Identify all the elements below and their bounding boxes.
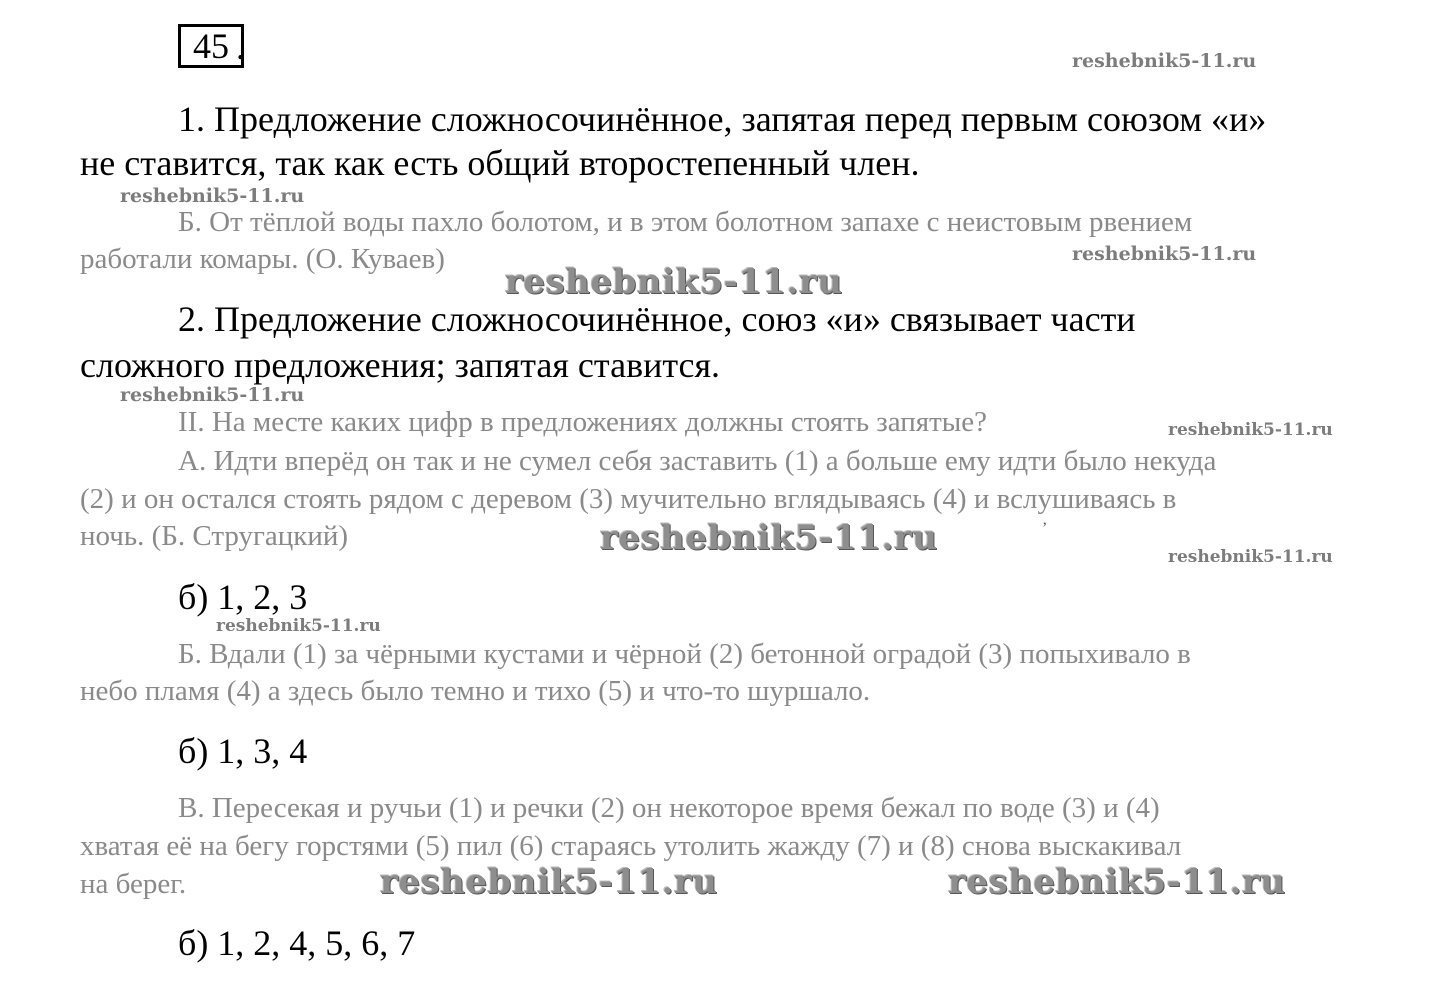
example-a-line2: (2) и он остался стоять рядом с деревом (3) мучительно вглядываясь (4) и вслушиваясь в bbox=[80, 483, 1177, 515]
example-b1-line2: работали комары. (О. Куваев) bbox=[80, 243, 445, 275]
watermark: reshebnik5-11.ru bbox=[120, 384, 305, 406]
watermark: reshebnik5-11.ru bbox=[505, 262, 843, 302]
example-v-line2: хватая её на бегу горстями (5) пил (6) стараясь утолить жажду (7) и (8) снова выскакивал bbox=[80, 830, 1182, 862]
example-b1-line1: Б. От тёплой воды пахло болотом, и в этом болотном запахе с неистовым рвением bbox=[178, 206, 1193, 238]
example-b2-line2: небо пламя (4) а здесь было темно и тихо (5) и что-то шуршало. bbox=[80, 675, 871, 707]
answer1-line2: не ставится, так как есть общий второстепенный член. bbox=[80, 143, 920, 183]
task-number-dot: . bbox=[236, 27, 245, 67]
watermark: reshebnik5-11.ru bbox=[380, 862, 718, 902]
example-v-line3: на берег. bbox=[80, 868, 187, 900]
answer2-line2: сложного предложения; запятая ставится. bbox=[80, 345, 721, 385]
answer-b: б) 1, 3, 4 bbox=[178, 731, 308, 771]
task-number-box bbox=[178, 24, 244, 68]
example-a-line3: ночь. (Б. Стругацкий) bbox=[80, 520, 349, 552]
answer-v: б) 1, 2, 4, 5, 6, 7 bbox=[178, 923, 416, 963]
watermark: reshebnik5-11.ru bbox=[1072, 243, 1257, 265]
example-b2-line1: Б. Вдали (1) за чёрными кустами и чёрной (2) бетонной оградой (3) попыхивало в bbox=[178, 638, 1191, 670]
stray-mark: ’ bbox=[1042, 520, 1048, 537]
task-number: 45 bbox=[193, 26, 229, 66]
answer2-line1: 2. Предложение сложносочинённое, союз «и» связывает части bbox=[178, 299, 1136, 339]
watermark: reshebnik5-11.ru bbox=[216, 616, 381, 636]
section2-question: II. На месте каких цифр в предложениях должны стоять запятые? bbox=[178, 406, 987, 438]
watermark: reshebnik5-11.ru bbox=[948, 862, 1286, 902]
watermark: reshebnik5-11.ru bbox=[1168, 420, 1333, 440]
example-v-line1: В. Пересекая и ручьи (1) и речки (2) он некоторое время бежал по воде (3) и (4) bbox=[178, 792, 1160, 824]
watermark: reshebnik5-11.ru bbox=[600, 518, 938, 558]
watermark: reshebnik5-11.ru bbox=[1168, 547, 1333, 567]
watermark: reshebnik5-11.ru bbox=[1072, 50, 1257, 72]
example-a-line1: А. Идти вперёд он так и не сумел себя заставить (1) а больше ему идти было некуда bbox=[178, 445, 1217, 477]
answer1-line1: 1. Предложение сложносочинённое, запятая перед первым союзом «и» bbox=[178, 99, 1267, 139]
watermark: reshebnik5-11.ru bbox=[120, 185, 305, 207]
answer-a: б) 1, 2, 3 bbox=[178, 577, 308, 617]
